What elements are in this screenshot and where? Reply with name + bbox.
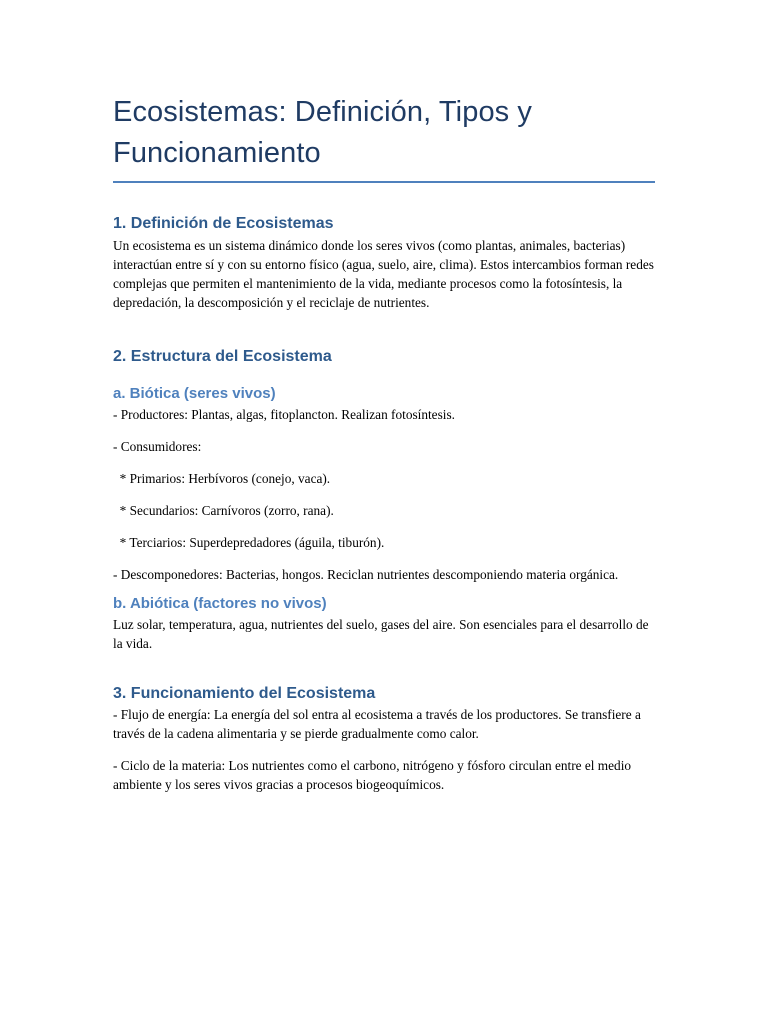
list-item-secundarios: * Secundarios: Carnívoros (zorro, rana). [113, 503, 334, 518]
section-1-heading: 1. Definición de Ecosistemas [113, 215, 334, 232]
list-item-ciclo-materia: - Ciclo de la materia: Los nutrientes como el carbono, nitrógeno y fósforo circulan entre el medio ambiente y los seres vivos gracias a procesos biogeoquímicos. [113, 758, 635, 792]
list-item-productores: - Productores: Plantas, algas, fitoplancton. Realizan fotosíntesis. [113, 407, 455, 422]
section-1-paragraph: Un ecosistema es un sistema dinámico donde los seres vivos (como plantas, animales, bacterias) interactúan entre sí y con su entorno físico (agua, suelo, aire, clima). Estos intercambios forman redes complejas que permiten el mantenimiento de la vida, mediante procesos como la fotosíntesis, la depredación, la descomposición y el reciclaje de nutrientes. [113, 238, 658, 310]
list-item-consumidores: - Consumidores: [113, 439, 202, 454]
subsection-2a-heading: a. Biótica (seres vivos) [113, 385, 276, 402]
list-item-flujo-energia: - Flujo de energía: La energía del sol entra al ecosistema a través de los productores. Se transfiere a través de la cadena alimentaria y se pierde gradualmente como calor. [113, 707, 645, 741]
section-2-heading: 2. Estructura del Ecosistema [113, 348, 332, 365]
title-underline [113, 181, 655, 183]
list-item-primarios: * Primarios: Herbívoros (conejo, vaca). [113, 471, 331, 486]
subsection-2b-paragraph: Luz solar, temperatura, agua, nutrientes del suelo, gases del aire. Son esenciales para el desarrollo de la vida. [113, 617, 652, 651]
list-item-descomponedores: - Descomponedores: Bacterias, hongos. Reciclan nutrientes descomponiendo materia orgánica. [113, 567, 619, 582]
document-title: Ecosistemas: Definición, Tipos y Funcionamiento [113, 96, 533, 169]
document-page [113, 92, 658, 794]
list-item-terciarios: * Terciarios: Superdepredadores (águila, tiburón). [113, 535, 385, 550]
section-3-heading: 3. Funcionamiento del Ecosistema [113, 685, 376, 702]
subsection-2b-heading: b. Abiótica (factores no vivos) [113, 595, 327, 612]
